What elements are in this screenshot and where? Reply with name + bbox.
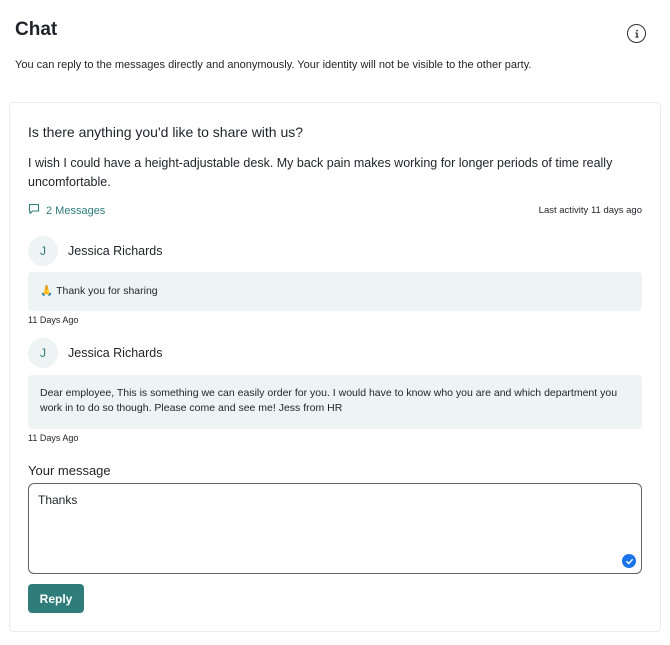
avatar: J (28, 338, 58, 368)
message-field (28, 483, 642, 574)
message-timestamp: 11 Days Ago (28, 315, 79, 325)
message-bubble (28, 375, 642, 429)
message-text: Thank you for sharing (56, 285, 158, 297)
message-field-label: Your message (28, 463, 111, 478)
answer-text: I wish I could have a height-adjustable desk. My back pain makes working for longer periods of time really uncomfortable. (28, 156, 613, 189)
messages-count-link[interactable] (28, 203, 105, 218)
page-title: Chat (15, 19, 58, 40)
avatar: J (28, 236, 58, 266)
message-author (28, 236, 162, 266)
reply-button[interactable]: Reply (28, 584, 84, 613)
message-timestamp: 11 Days Ago (28, 433, 79, 443)
message-bubble (28, 272, 642, 311)
message-author (28, 338, 162, 368)
info-icon[interactable] (627, 24, 646, 43)
last-activity: Last activity 11 days ago (538, 205, 642, 216)
chat-bubble-icon (28, 203, 40, 218)
question-text: Is there anything you'd like to share with us? (28, 124, 304, 140)
check-circle-icon (622, 554, 636, 568)
page-subtitle: You can reply to the messages directly and anonymously. Your identity will not be visible to the other party. (15, 59, 532, 71)
message-input[interactable] (29, 484, 641, 573)
author-name: Jessica Richards (68, 244, 163, 258)
conversation-card (9, 102, 661, 632)
messages-count-label: 2 Messages (46, 204, 106, 217)
message-text: Dear employee, This is something we can easily order for you. I would have to know who you are and which department you work in to do so though. Please come and see me! Jess from HR (40, 387, 618, 414)
author-name: Jessica Richards (68, 346, 163, 360)
folded-hands-emoji: 🙏 (40, 285, 54, 297)
